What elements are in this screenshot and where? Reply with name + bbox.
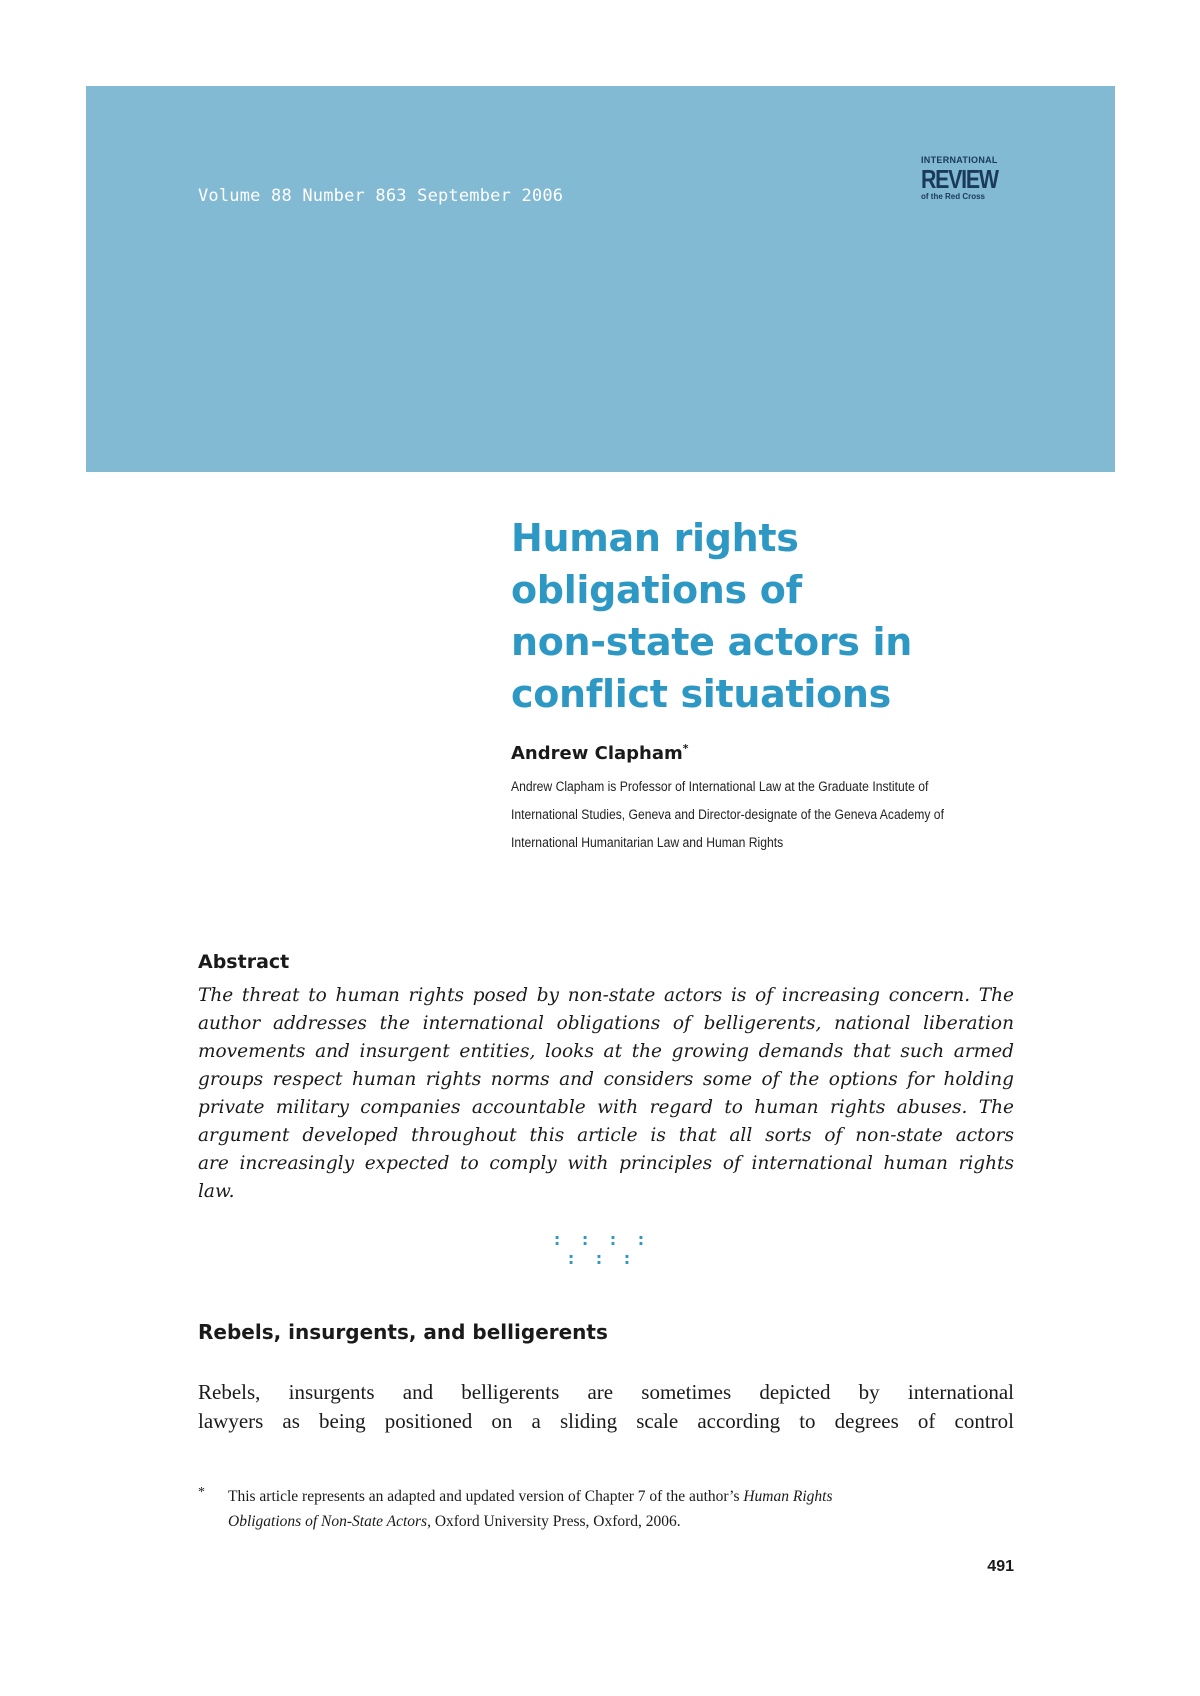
page-number: 491	[987, 1558, 1014, 1575]
abstract-line: private military companies accountable with regard to human rights abuses. The	[198, 1097, 1014, 1118]
section-separator: : : : : : : :	[553, 1230, 653, 1268]
affiliation-line: International Studies, Geneva and Director-designate of the Geneva Academy of	[511, 807, 944, 822]
title-line: Human rights	[511, 516, 799, 560]
footnote-book-title: Obligations of Non-State Actors	[228, 1513, 428, 1530]
author-affiliation	[511, 773, 961, 857]
author-footnote-mark: *	[682, 742, 689, 755]
title-line: non-state actors in	[511, 620, 912, 664]
journal-logo	[921, 156, 1021, 201]
body-line: lawyers as being positioned on a sliding scale according to degrees of control	[198, 1409, 1014, 1433]
title-line: conflict situations	[511, 672, 891, 716]
footnote-mark: *	[198, 1485, 205, 1500]
body-text	[198, 1378, 1014, 1436]
abstract-line: argument developed throughout this article is that all sorts of non-state actors	[198, 1125, 1014, 1146]
abstract-line: law.	[198, 1181, 235, 1202]
body-line: Rebels, insurgents and belligerents are sometimes depicted by international	[198, 1380, 1014, 1404]
author-name	[511, 742, 689, 764]
footnote-line-1	[228, 1484, 1014, 1509]
abstract-line: movements and insurgent entities, looks at the growing demands that such armed	[198, 1041, 1014, 1062]
abstract-line: groups respect human rights norms and considers some of the options for holding	[198, 1069, 1014, 1090]
abstract-line: are increasingly expected to comply with principles of international human rights	[198, 1153, 1014, 1174]
header-banner	[86, 86, 1115, 472]
title-line: obligations of	[511, 568, 802, 612]
logo-line-3: of the Red Cross	[921, 192, 986, 201]
volume-info: Volume 88 Number 863 September 2006	[198, 186, 564, 206]
section-heading: Rebels, insurgents, and belligerents	[198, 1320, 608, 1344]
footnote-book-title: Human Rights	[743, 1488, 833, 1505]
author-text: Andrew Clapham	[511, 743, 683, 764]
abstract-heading: Abstract	[198, 951, 290, 973]
footnote-line-2	[228, 1509, 1014, 1534]
logo-line-2: REVIEW	[921, 164, 998, 194]
affiliation-line: Andrew Clapham is Professor of International Law at the Graduate Institute of	[511, 779, 929, 794]
article-title	[511, 512, 1071, 720]
logo-line-1: INTERNATIONAL	[921, 155, 998, 165]
footnote-text: This article represents an adapted and updated version of Chapter 7 of the author’s	[228, 1488, 740, 1505]
footnote-text: , Oxford University Press, Oxford, 2006.	[427, 1513, 681, 1530]
abstract-line: The threat to human rights posed by non-state actors is of increasing concern. The	[198, 985, 1014, 1006]
affiliation-line: International Humanitarian Law and Human Rights	[511, 835, 784, 850]
abstract-line: author addresses the international obligations of belligerents, national liberation	[198, 1013, 1014, 1034]
footnote	[228, 1484, 1014, 1534]
abstract-text	[198, 982, 1014, 1206]
